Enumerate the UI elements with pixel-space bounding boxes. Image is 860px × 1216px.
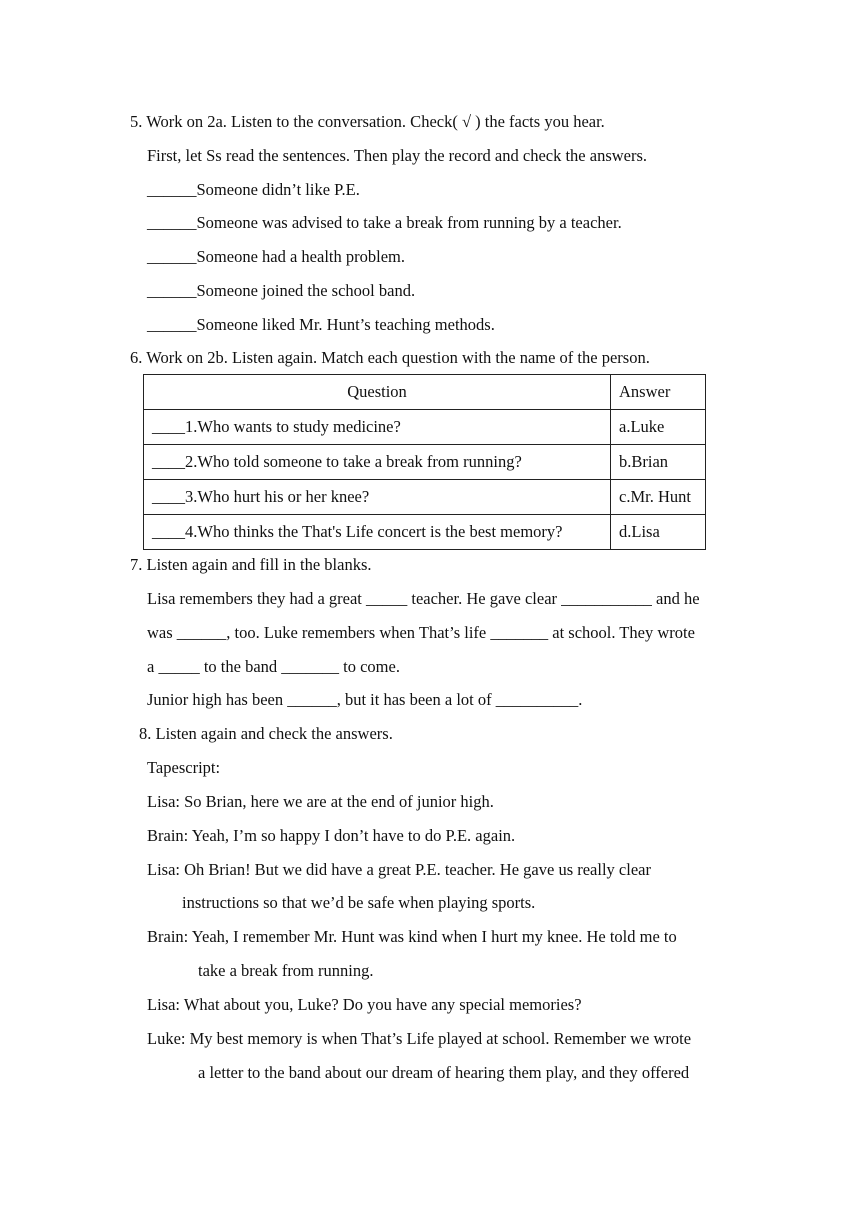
answer-cell: b.Brian (611, 445, 706, 480)
table-header-row (144, 375, 706, 410)
table-row (144, 445, 706, 480)
tapescript-line: Brain: Yeah, I’m so happy I don’t have to do P.E. again. (147, 826, 516, 845)
match-table (143, 374, 706, 550)
tapescript-line: take a break from running. (198, 961, 374, 980)
answer-cell: a.Luke (611, 410, 706, 445)
section-8-heading: 8. Listen again and check the answers. (139, 724, 393, 743)
column-header-answer: Answer (611, 375, 706, 410)
tapescript-line: Lisa: What about you, Luke? Do you have any special memories? (147, 995, 582, 1014)
tapescript-line: Lisa: Oh Brian! But we did have a great P.E. teacher. He gave us really clear (147, 860, 651, 879)
check-item: ______Someone joined the school band. (147, 281, 416, 300)
question-cell: ____2.Who told someone to take a break from running? (144, 445, 611, 480)
fill-blank-line: Junior high has been ______, but it has been a lot of __________. (147, 690, 583, 709)
section-7-heading: 7. Listen again and fill in the blanks. (130, 555, 372, 574)
question-cell: ____4.Who thinks the That's Life concert is the best memory? (144, 515, 611, 550)
check-item: ______Someone didn’t like P.E. (147, 180, 360, 199)
column-header-question: Question (144, 375, 611, 410)
tapescript-label: Tapescript: (147, 758, 221, 777)
section-5-instruction: First, let Ss read the sentences. Then play the record and check the answers. (147, 146, 648, 165)
tapescript-line: Brain: Yeah, I remember Mr. Hunt was kind when I hurt my knee. He told me to (147, 927, 677, 946)
tapescript-line: Lisa: So Brian, here we are at the end of junior high. (147, 792, 494, 811)
fill-blank-line: Lisa remembers they had a great _____ teacher. He gave clear ___________ and he (147, 589, 700, 608)
tapescript-line: Luke: My best memory is when That’s Life played at school. Remember we wrote (147, 1029, 692, 1048)
question-cell: ____1.Who wants to study medicine? (144, 410, 611, 445)
check-item: ______Someone liked Mr. Hunt’s teaching methods. (147, 315, 495, 334)
check-item: ______Someone was advised to take a break from running by a teacher. (147, 213, 622, 232)
table-row (144, 410, 706, 445)
section-5-heading: 5. Work on 2a. Listen to the conversation. Check( √ ) the facts you hear. (130, 112, 605, 131)
check-item: ______Someone had a health problem. (147, 247, 405, 266)
answer-cell: d.Lisa (611, 515, 706, 550)
question-cell: ____3.Who hurt his or her knee? (144, 480, 611, 515)
answer-cell: c.Mr. Hunt (611, 480, 706, 515)
table-row (144, 480, 706, 515)
fill-blank-line: was ______, too. Luke remembers when That’s life _______ at school. They wrote (147, 623, 695, 642)
fill-blank-line: a _____ to the band _______ to come. (147, 657, 400, 676)
section-6-heading: 6. Work on 2b. Listen again. Match each question with the name of the person. (130, 348, 650, 367)
table-row (144, 515, 706, 550)
tapescript-line: a letter to the band about our dream of hearing them play, and they offered (198, 1063, 690, 1082)
tapescript-line: instructions so that we’d be safe when playing sports. (182, 893, 536, 912)
